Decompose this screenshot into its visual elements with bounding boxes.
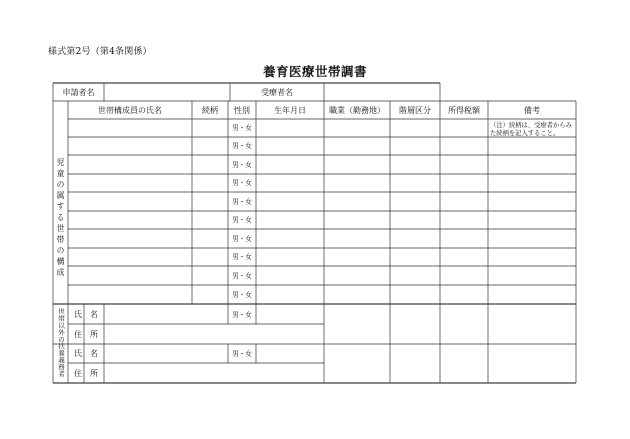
sex-option: 男・女	[232, 142, 252, 150]
dependents-section-label: 世帯以外の扶養義務者	[57, 308, 65, 377]
col-header-name: 世帯構成員の氏名	[98, 106, 162, 115]
dependent-address-label: 住 所	[74, 369, 98, 378]
dependent-name-label: 氏 名	[74, 310, 98, 319]
col-header-relationship: 続柄	[202, 106, 218, 115]
recipient-name-label: 受療者名	[261, 88, 293, 97]
document-title: 養育医療世帯調書	[262, 64, 367, 79]
sex-option: 男・女	[232, 235, 252, 243]
col-header-tier: 階層区分	[399, 106, 431, 115]
dependent-address-label: 住 所	[74, 330, 98, 339]
dependent-name-label: 氏 名	[74, 349, 98, 358]
form-identifier: 様式第2号（第4条関係）	[48, 47, 152, 57]
sex-option: 男・女	[232, 124, 252, 132]
col-header-birthdate: 生年月日	[274, 106, 306, 115]
sex-option: 男・女	[232, 350, 252, 358]
sex-option: 男・女	[232, 291, 252, 299]
applicant-name-label: 申請者名	[62, 88, 95, 97]
col-header-income-tax: 所得税額	[448, 106, 480, 115]
remarks-note: （注）続柄は、受療者からみた続柄を記入すること。	[490, 122, 572, 138]
sex-option: 男・女	[232, 161, 252, 169]
sex-option: 男・女	[232, 311, 252, 319]
col-header-sex: 性別	[234, 106, 250, 115]
col-header-occupation: 職業（勤務地）	[329, 106, 385, 115]
col-header-remarks: 備考	[524, 106, 540, 115]
household-section-label: 児童の属する世帯の構成	[56, 158, 65, 279]
sex-option: 男・女	[232, 253, 252, 261]
sex-option: 男・女	[232, 179, 252, 187]
sex-option: 男・女	[232, 272, 252, 280]
sex-option: 男・女	[232, 198, 252, 206]
sex-option: 男・女	[232, 216, 252, 224]
